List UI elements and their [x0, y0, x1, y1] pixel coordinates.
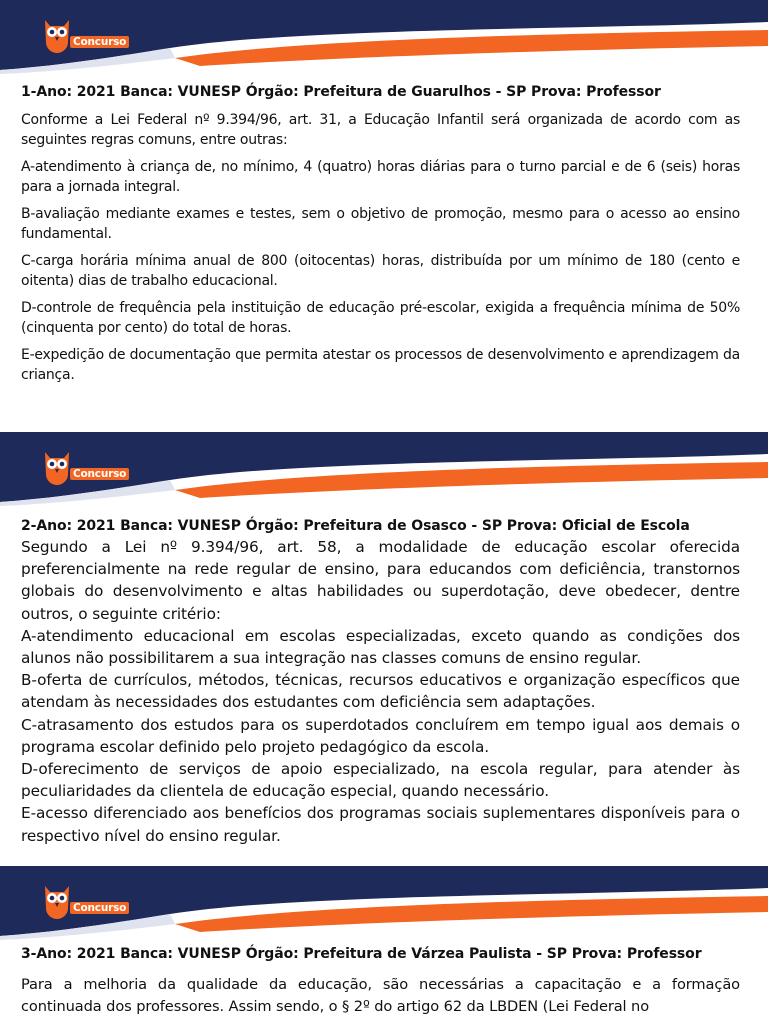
option-b: B-oferta de currículos, métodos, técnicas, recursos educativos e organização específicos que atendam às necessidades dos estudantes com deficiência sem adaptações. — [21, 671, 740, 712]
pedagogia-logo — [42, 10, 137, 62]
slide-question-2 — [0, 432, 768, 866]
question-content — [21, 946, 740, 1024]
slide-banner — [0, 866, 768, 940]
option-d: D-controle de frequência pela instituição de educação pré-escolar, exigida a frequência mínima de 50% (cinquenta por cento) do total de horas. — [21, 300, 740, 336]
logo-text-para: para o — [75, 896, 92, 902]
option-d: D-oferecimento de serviços de apoio especializado, na escola regular, para atender às peculiaridades da clientela de educação especial, quando necessário. — [21, 760, 740, 801]
slide-banner — [0, 432, 768, 506]
logo-text-pedagogia: Pedagogia — [68, 450, 129, 462]
logo-text-para: para o — [75, 30, 92, 36]
option-c: C-carga horária mínima anual de 800 (oitocentas) horas, distribuída por um mínimo de 180 (cento e oitenta) dias de trabalho educacional. — [21, 253, 740, 289]
question-title: 1-Ano: 2021 Banca: VUNESP Órgão: Prefeitura de Guarulhos - SP Prova: Professor — [21, 84, 661, 100]
logo-text-concurso: Concurso — [70, 36, 129, 48]
question-stem: Segundo a Lei nº 9.394/96, art. 58, a modalidade de educação escolar oferecida preferencialmente na rede regular de ensino, para educandos com deficiência, transtornos globais do desenvolvimento e altas habilidades ou superdotação, deve obedecer, dentre outros, o seguinte critério: — [21, 538, 740, 623]
slide-question-3 — [0, 866, 768, 1024]
question-stem: Conforme a Lei Federal nº 9.394/96, art. 31, a Educação Infantil será organizada de acordo com as seguintes regras comuns, entre outras: — [21, 112, 740, 148]
question-title: 3-Ano: 2021 Banca: VUNESP Órgão: Prefeitura de Várzea Paulista - SP Prova: Professor — [21, 946, 702, 962]
logo-text-pedagogia: Pedagogia — [68, 18, 129, 30]
question-content — [21, 518, 740, 847]
slide-banner — [0, 0, 768, 74]
slide-question-1 — [0, 0, 768, 432]
logo-text-para: para o — [75, 462, 92, 468]
option-a: A-atendimento educacional em escolas especializadas, exceto quando as condições dos alunos não possibilitarem a sua integração nas classes comuns de ensino regular. — [21, 626, 740, 668]
logo-text-concurso: Concurso — [70, 902, 129, 914]
logo-text-concurso: Concurso — [70, 468, 129, 480]
question-title: 2-Ano: 2021 Banca: VUNESP Órgão: Prefeitura de Osasco - SP Prova: Oficial de Escola — [21, 518, 690, 534]
pedagogia-logo — [42, 442, 137, 494]
pedagogia-logo — [42, 876, 137, 928]
option-c: C-atrasamento dos estudos para os superdotados concluírem em tempo igual aos demais o programa escolar definido pelo projeto pedagógico da escola. — [21, 715, 740, 756]
question-content — [21, 84, 740, 392]
logo-text-pedagogia: Pedagogia — [68, 884, 129, 896]
option-e: E-expedição de documentação que permita atestar os processos de desenvolvimento e aprendizagem da criança. — [21, 347, 740, 383]
option-b: B-avaliação mediante exames e testes, sem o objetivo de promoção, mesmo para o acesso ao ensino fundamental. — [21, 206, 740, 242]
option-e: E-acesso diferenciado aos benefícios dos programas sociais suplementares disponíveis para o respectivo nível do ensino regular. — [21, 804, 740, 845]
option-a: A-atendimento à criança de, no mínimo, 4 (quatro) horas diárias para o turno parcial e de 6 (seis) horas para a jornada integral. — [21, 159, 740, 195]
question-stem: Para a melhoria da qualidade da educação, são necessárias a capacitação e a formação continuada dos professores. Assim sendo, o § 2º do artigo 62 da LBDEN (Lei Federal no — [21, 976, 740, 1015]
